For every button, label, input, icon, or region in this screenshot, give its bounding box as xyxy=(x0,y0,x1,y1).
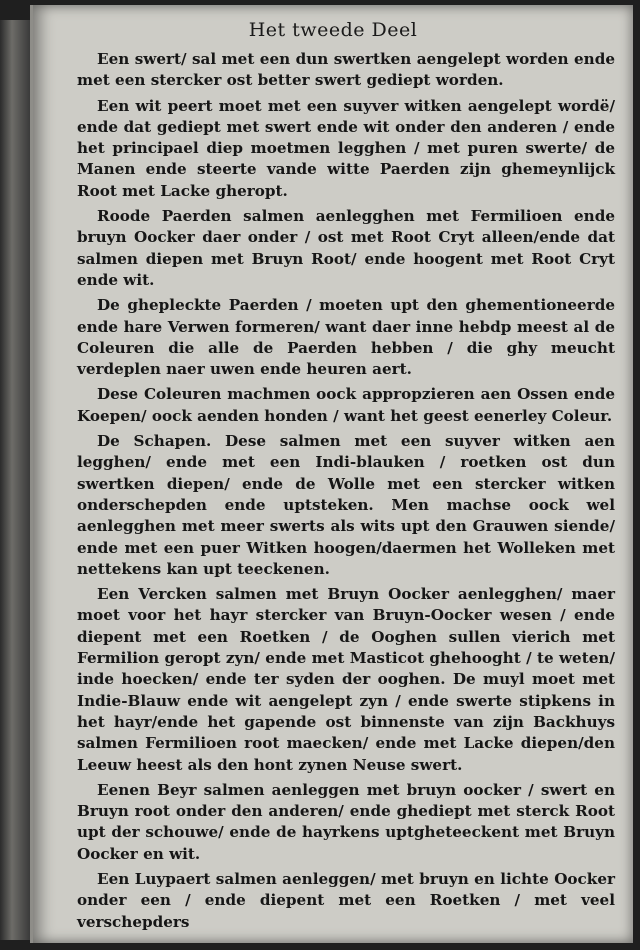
paragraph: Een Luypaert salmen aenleggen/ met bruyn en lichte Oocker onder een / ende diepent met een Roetken / met veel verschepders xyxy=(77,869,615,931)
body-text xyxy=(77,49,615,937)
paragraph: Roode Paerden salmen aenlegghen met Fermilioen ende bruyn Oocker daer onder / ost met Root Cryt alleen/ende dat salmen diepen met Bruyn Root/ ende hoogent met Root Cryt ende wit. xyxy=(77,207,615,289)
paragraph: Een wit peert moet met een suyver witken aengelept wordë/ ende dat gediept met swert ende wit onder den anderen / ende het principael diep moetmen legghen / met puren swerte/ de Manen ende steerte vande witte Paerden zijn ghemeynlijck Root met Lacke gheropt. xyxy=(77,96,615,200)
paragraph: Een Vercken salmen met Bruyn Oocker aenlegghen/ maer moet voor het hayr stercker van Bruyn-Oocker wesen / ende diepent met een Roetken / de Ooghen sullen vierich met Fermilion geropt zyn/ ende met Masticot ghehooght / te weten/ inde hoecken/ ende ter syden der ooghen. De muyl moet met Indie-Blauw ende wit aengelept zyn / ende swerte stipkens in het hayr/ende het gapende ost binnenste van zijn Backhuys salmen Fermilioen root maecken/ ende met Lacke diepen/den Leeuw heest als den hont zynen Neuse swert. xyxy=(77,585,615,774)
paragraph: Eenen Beyr salmen aenleggen met bruyn oocker / swert en Bruyn root onder den anderen/ ende ghediept met sterck Root upt der schouwe/ ende de hayrkens uptgheteeckent met Bruyn Oocker en wit. xyxy=(77,780,615,863)
paragraph: Dese Coleuren machmen oock appropzieren aen Ossen ende Koepen/ oock aenden honden / want het geest eenerley Coleur. xyxy=(77,385,615,425)
running-header: Het tweede Deel xyxy=(248,19,418,41)
paragraph: Een swert/ sal met een dun swertken aengelept worden ende met een stercker ost better swert gediept worden. xyxy=(77,50,615,90)
book-spine xyxy=(0,20,30,940)
book-page xyxy=(30,5,633,943)
paragraph: De ghepleckte Paerden / moeten upt den ghementioneerde ende hare Verwen formeren/ want daer inne hebdp meest al de Coleuren die alle de Paerden hebben / die ghy meucht verdeplen naer uwen ende heuren aert. xyxy=(77,296,615,379)
paragraph: De Schapen. Dese salmen met een suyver witken aen legghen/ ende met een Indi-blauken / roetken ost dun swertken diepen/ ende de Wolle met een stercker witken onderschepden ende uptsteken. Men machse oock wel aenlegghen met meer swerts als wits upt den Grauwen siende/ ende met een puer Witken hoogen/daermen het Wolleken met nettekens kan upt teeckenen. xyxy=(77,432,615,578)
